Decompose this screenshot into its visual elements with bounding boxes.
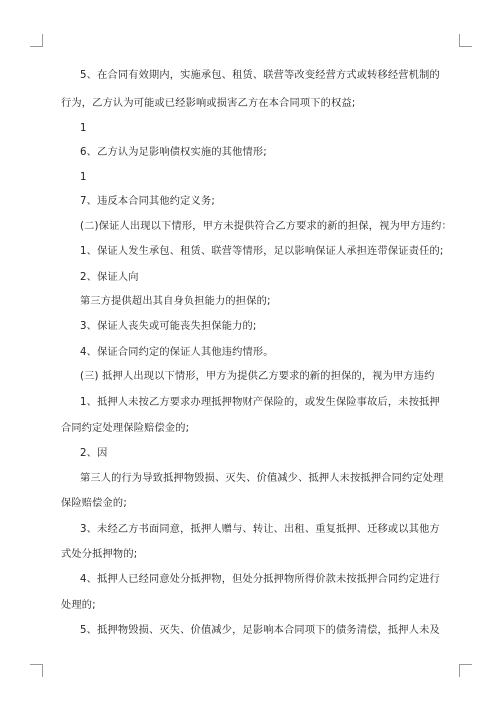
paragraph-line: 1、保证人发生承包、租赁、联营等情形，足以影响保证人承担连带保证责任的; <box>80 246 444 257</box>
paragraph-line: 3、未经乙方书面同意，抵押人赠与、转让、出租、重复抵押、迁移或以其他方 <box>80 524 440 535</box>
paragraph-line: 式处分抵押物的; <box>61 549 138 560</box>
paragraph-line: (二)保证人出现以下情形，甲方未提供符合乙方要求的新的担保，视为甲方违约： <box>80 221 452 232</box>
crop-mark-top-right <box>459 34 472 47</box>
paragraph-line: 1、抵押人未按乙方要求办理抵押物财产保险的，或发生保险事故后，未按抵押 <box>80 397 440 408</box>
paragraph-line: 第三方提供超出其自身负担能力的担保的; <box>80 296 271 307</box>
paragraph-line: 合同约定处理保险赔偿金的; <box>61 423 190 434</box>
paragraph-line: (三) 抵押人出现以下情形，甲方为提供乙方要求的新的担保的，视为甲方违约 <box>80 371 435 382</box>
paragraph-line: 7、违反本合同其他约定义务; <box>80 196 215 207</box>
paragraph-line: 5、在合同有效期内，实施承包、租赁、联营等改变经营方式或转移经营机制的 <box>80 70 440 81</box>
paragraph-line: 4、抵押人已经同意处分抵押物，但处分抵押物所得价款未按抵押合同约定进行 <box>80 574 440 585</box>
paragraph-line: 4、保证合同约定的保证人其他违约情形。 <box>80 347 274 358</box>
crop-mark-top-left <box>30 34 43 47</box>
paragraph-line: 1 <box>80 123 87 134</box>
paragraph-line: 行为，乙方认为可能或已经影响或损害乙方在本合同项下的权益; <box>61 98 356 109</box>
paragraph-line: 6、乙方认为足影响债权实施的其他情形; <box>80 147 267 158</box>
paragraph-line: 2、因 <box>80 448 108 459</box>
crop-mark-bottom-left <box>30 664 43 677</box>
paragraph-line: 处理的; <box>61 600 96 611</box>
paragraph-line: 1 <box>80 172 87 183</box>
crop-mark-bottom-right <box>459 664 472 677</box>
paragraph-line: 5、抵押物毁损、灭失、价值减少，足影响本合同项下的债务清偿，抵押人未及 <box>80 625 440 636</box>
paragraph-line: 2、保证人向 <box>80 272 139 283</box>
paragraph-line: 保险赔偿金的; <box>61 498 127 509</box>
paragraph-line: 3、保证人丧失或可能丧失担保能力的; <box>80 321 257 332</box>
paragraph-line: 第三人的行为导致抵押物毁损、灭失、价值减少、抵押人未按抵押合同约定处理 <box>80 473 444 484</box>
